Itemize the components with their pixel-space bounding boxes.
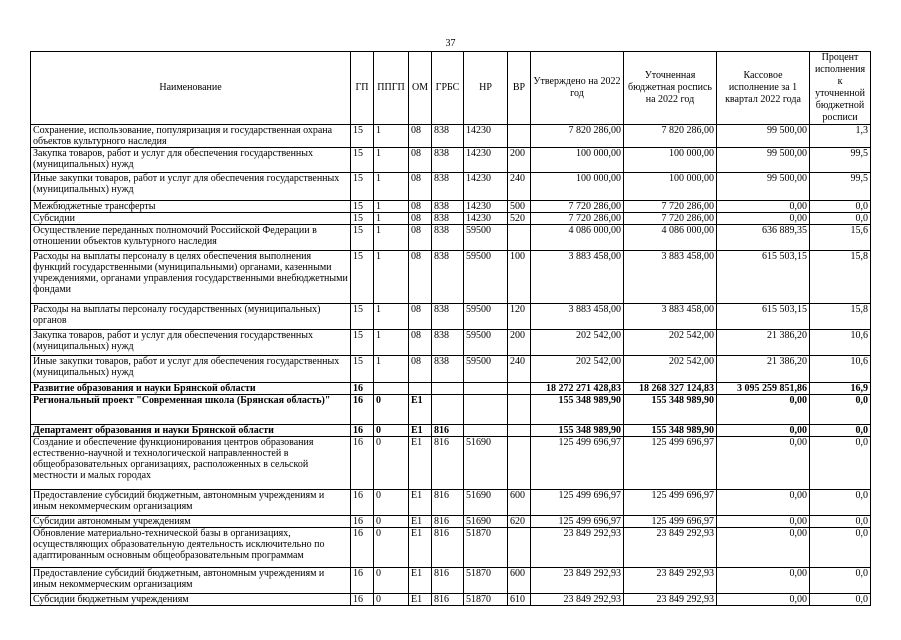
grbs-cell: 838 <box>432 201 464 213</box>
grbs-cell: 816 <box>432 490 464 516</box>
refined-cell: 100 000,00 <box>624 148 717 173</box>
cash-cell: 21 386,20 <box>717 330 810 356</box>
ppgp-cell: 0 <box>374 490 409 516</box>
nr-cell <box>464 425 508 437</box>
approved-cell: 7 720 286,00 <box>531 201 624 213</box>
cash-cell: 0,00 <box>717 594 810 606</box>
ppgp-cell: 1 <box>374 213 409 225</box>
nr-cell: 14230 <box>464 213 508 225</box>
approved-cell: 202 542,00 <box>531 330 624 356</box>
refined-cell: 125 499 696,97 <box>624 490 717 516</box>
refined-cell: 155 348 989,90 <box>624 395 717 425</box>
nr-cell: 14230 <box>464 201 508 213</box>
vr-cell: 200 <box>508 330 531 356</box>
cash-cell: 0,00 <box>717 528 810 568</box>
refined-cell: 7 720 286,00 <box>624 201 717 213</box>
nr-cell <box>464 395 508 425</box>
cash-cell: 99 500,00 <box>717 125 810 148</box>
nr-cell: 51690 <box>464 490 508 516</box>
refined-cell: 7 820 286,00 <box>624 125 717 148</box>
refined-cell: 155 348 989,90 <box>624 425 717 437</box>
gp-cell: 15 <box>351 173 374 201</box>
refined-cell: 18 268 327 124,83 <box>624 383 717 395</box>
gp-cell: 15 <box>351 304 374 330</box>
approved-cell: 18 272 271 428,83 <box>531 383 624 395</box>
om-cell: 08 <box>409 173 432 201</box>
cash-cell: 0,00 <box>717 437 810 490</box>
nr-cell: 51870 <box>464 594 508 606</box>
approved-cell: 125 499 696,97 <box>531 490 624 516</box>
percent-cell: 15,8 <box>810 304 871 330</box>
percent-cell: 0,0 <box>810 528 871 568</box>
percent-cell: 99,5 <box>810 173 871 201</box>
table-row <box>31 425 871 437</box>
refined-cell: 3 883 458,00 <box>624 251 717 304</box>
ppgp-cell: 0 <box>374 528 409 568</box>
gp-cell: 16 <box>351 490 374 516</box>
name-cell: Обновление материально-технической базы в организациях, осуществляющих образовательную деятельность исключительно по адаптированным основным общеобразовательным программам <box>31 528 351 568</box>
vr-cell: 200 <box>508 148 531 173</box>
header-name: Наименование <box>31 52 351 125</box>
gp-cell: 16 <box>351 528 374 568</box>
ppgp-cell <box>374 383 409 395</box>
ppgp-cell: 1 <box>374 148 409 173</box>
header-ppgp: ППГП <box>374 52 409 125</box>
name-cell: Расходы на выплаты персоналу в целях обеспечения выполнения функций государственными (муниципальными) органами, казенными учреждениями, органами управления государственными внебюджетными фондами <box>31 251 351 304</box>
name-cell: Закупка товаров, работ и услуг для обеспечения государственных (муниципальных) нужд <box>31 330 351 356</box>
ppgp-cell: 0 <box>374 437 409 490</box>
table-row <box>31 225 871 251</box>
refined-cell: 23 849 292,93 <box>624 568 717 594</box>
cash-cell: 0,00 <box>717 568 810 594</box>
grbs-cell: 838 <box>432 125 464 148</box>
nr-cell: 14230 <box>464 125 508 148</box>
header-gp: ГП <box>351 52 374 125</box>
nr-cell: 51690 <box>464 516 508 528</box>
percent-cell: 0,0 <box>810 213 871 225</box>
approved-cell: 23 849 292,93 <box>531 528 624 568</box>
name-cell: Создание и обеспечение функционирования центров образования естественно-научной и технологической направленностей в общеобразовательных организациях, расположенных в сельской местности и малых городах <box>31 437 351 490</box>
percent-cell: 16,9 <box>810 383 871 395</box>
vr-cell: 100 <box>508 251 531 304</box>
approved-cell: 125 499 696,97 <box>531 437 624 490</box>
percent-cell: 15,8 <box>810 251 871 304</box>
grbs-cell: 816 <box>432 568 464 594</box>
om-cell: E1 <box>409 594 432 606</box>
percent-cell: 0,0 <box>810 594 871 606</box>
name-cell: Субсидии <box>31 213 351 225</box>
vr-cell: 610 <box>508 594 531 606</box>
refined-cell: 7 720 286,00 <box>624 213 717 225</box>
ppgp-cell: 1 <box>374 356 409 383</box>
om-cell: 08 <box>409 356 432 383</box>
vr-cell <box>508 395 531 425</box>
header-refined: Уточненная бюджетная роспись на 2022 год <box>624 52 717 125</box>
name-cell: Развитие образования и науки Брянской области <box>31 383 351 395</box>
om-cell: 08 <box>409 125 432 148</box>
vr-cell <box>508 528 531 568</box>
vr-cell <box>508 437 531 490</box>
approved-cell: 3 883 458,00 <box>531 251 624 304</box>
vr-cell: 600 <box>508 490 531 516</box>
nr-cell: 51690 <box>464 437 508 490</box>
ppgp-cell: 0 <box>374 594 409 606</box>
table-row <box>31 516 871 528</box>
ppgp-cell: 1 <box>374 225 409 251</box>
header-om: ОМ <box>409 52 432 125</box>
name-cell: Сохранение, использование, популяризация и государственная охрана объектов культурного наследия <box>31 125 351 148</box>
table-row <box>31 330 871 356</box>
percent-cell: 0,0 <box>810 201 871 213</box>
table-row <box>31 356 871 383</box>
om-cell: E1 <box>409 490 432 516</box>
vr-cell: 240 <box>508 356 531 383</box>
vr-cell: 620 <box>508 516 531 528</box>
cash-cell: 0,00 <box>717 425 810 437</box>
name-cell: Расходы на выплаты персоналу государственных (муниципальных) органов <box>31 304 351 330</box>
nr-cell: 51870 <box>464 528 508 568</box>
vr-cell <box>508 383 531 395</box>
gp-cell: 15 <box>351 330 374 356</box>
grbs-cell <box>432 383 464 395</box>
approved-cell: 3 883 458,00 <box>531 304 624 330</box>
gp-cell: 15 <box>351 125 374 148</box>
approved-cell: 125 499 696,97 <box>531 516 624 528</box>
nr-cell: 59500 <box>464 356 508 383</box>
name-cell: Межбюджетные трансферты <box>31 201 351 213</box>
om-cell: 08 <box>409 148 432 173</box>
ppgp-cell: 0 <box>374 516 409 528</box>
gp-cell: 15 <box>351 213 374 225</box>
cash-cell: 3 095 259 851,86 <box>717 383 810 395</box>
vr-cell: 520 <box>508 213 531 225</box>
table-row <box>31 148 871 173</box>
grbs-cell: 838 <box>432 213 464 225</box>
refined-cell: 125 499 696,97 <box>624 516 717 528</box>
ppgp-cell: 1 <box>374 173 409 201</box>
table-row <box>31 437 871 490</box>
grbs-cell: 816 <box>432 594 464 606</box>
table-row <box>31 213 871 225</box>
vr-cell: 240 <box>508 173 531 201</box>
percent-cell: 0,0 <box>810 568 871 594</box>
name-cell: Осуществление переданных полномочий Российской Федерации в отношении объектов культурного наследия <box>31 225 351 251</box>
table-row <box>31 395 871 425</box>
approved-cell: 4 086 000,00 <box>531 225 624 251</box>
ppgp-cell: 0 <box>374 568 409 594</box>
table-row <box>31 490 871 516</box>
approved-cell: 7 720 286,00 <box>531 213 624 225</box>
header-vr: ВР <box>508 52 531 125</box>
grbs-cell: 838 <box>432 148 464 173</box>
gp-cell: 16 <box>351 425 374 437</box>
om-cell: 08 <box>409 304 432 330</box>
refined-cell: 23 849 292,93 <box>624 528 717 568</box>
grbs-cell: 838 <box>432 225 464 251</box>
nr-cell: 59500 <box>464 304 508 330</box>
name-cell: Закупка товаров, работ и услуг для обеспечения государственных (муниципальных) нужд <box>31 148 351 173</box>
ppgp-cell: 1 <box>374 330 409 356</box>
grbs-cell <box>432 395 464 425</box>
table-row <box>31 201 871 213</box>
approved-cell: 100 000,00 <box>531 148 624 173</box>
refined-cell: 125 499 696,97 <box>624 437 717 490</box>
approved-cell: 23 849 292,93 <box>531 594 624 606</box>
table-row <box>31 594 871 606</box>
name-cell: Департамент образования и науки Брянской области <box>31 425 351 437</box>
ppgp-cell: 1 <box>374 251 409 304</box>
percent-cell: 1,3 <box>810 125 871 148</box>
cash-cell: 99 500,00 <box>717 148 810 173</box>
percent-cell: 15,6 <box>810 225 871 251</box>
cash-cell: 636 889,35 <box>717 225 810 251</box>
vr-cell <box>508 425 531 437</box>
refined-cell: 202 542,00 <box>624 356 717 383</box>
name-cell: Иные закупки товаров, работ и услуг для обеспечения государственных (муниципальных) нужд <box>31 173 351 201</box>
header-nr: НР <box>464 52 508 125</box>
table-row <box>31 125 871 148</box>
cash-cell: 615 503,15 <box>717 304 810 330</box>
om-cell: E1 <box>409 528 432 568</box>
budget-table <box>30 51 871 606</box>
cash-cell: 21 386,20 <box>717 356 810 383</box>
vr-cell <box>508 225 531 251</box>
gp-cell: 16 <box>351 516 374 528</box>
vr-cell: 120 <box>508 304 531 330</box>
nr-cell: 59500 <box>464 330 508 356</box>
percent-cell: 0,0 <box>810 437 871 490</box>
om-cell: 08 <box>409 330 432 356</box>
gp-cell: 15 <box>351 251 374 304</box>
table-row <box>31 383 871 395</box>
gp-cell: 15 <box>351 356 374 383</box>
approved-cell: 202 542,00 <box>531 356 624 383</box>
refined-cell: 3 883 458,00 <box>624 304 717 330</box>
grbs-cell: 838 <box>432 356 464 383</box>
om-cell: E1 <box>409 568 432 594</box>
om-cell: 08 <box>409 251 432 304</box>
grbs-cell: 816 <box>432 528 464 568</box>
refined-cell: 100 000,00 <box>624 173 717 201</box>
cash-cell: 0,00 <box>717 201 810 213</box>
gp-cell: 16 <box>351 437 374 490</box>
approved-cell: 155 348 989,90 <box>531 425 624 437</box>
nr-cell: 59500 <box>464 251 508 304</box>
header-cash: Кассовое исполнение за 1 квартал 2022 года <box>717 52 810 125</box>
cash-cell: 0,00 <box>717 395 810 425</box>
grbs-cell: 816 <box>432 516 464 528</box>
percent-cell: 0,0 <box>810 425 871 437</box>
table-row <box>31 304 871 330</box>
grbs-cell: 838 <box>432 330 464 356</box>
refined-cell: 4 086 000,00 <box>624 225 717 251</box>
percent-cell: 99,5 <box>810 148 871 173</box>
om-cell: 08 <box>409 213 432 225</box>
percent-cell: 10,6 <box>810 330 871 356</box>
ppgp-cell: 0 <box>374 395 409 425</box>
om-cell <box>409 383 432 395</box>
nr-cell: 14230 <box>464 173 508 201</box>
nr-cell: 14230 <box>464 148 508 173</box>
cash-cell: 0,00 <box>717 490 810 516</box>
table-row <box>31 568 871 594</box>
nr-cell: 51870 <box>464 568 508 594</box>
table-row <box>31 528 871 568</box>
gp-cell: 16 <box>351 594 374 606</box>
name-cell: Предоставление субсидий бюджетным, автономным учреждениям и иным некоммерческим организациям <box>31 568 351 594</box>
approved-cell: 155 348 989,90 <box>531 395 624 425</box>
gp-cell: 16 <box>351 395 374 425</box>
grbs-cell: 838 <box>432 173 464 201</box>
header-row <box>31 52 871 125</box>
refined-cell: 202 542,00 <box>624 330 717 356</box>
om-cell: 08 <box>409 201 432 213</box>
gp-cell: 16 <box>351 383 374 395</box>
table-row <box>31 251 871 304</box>
nr-cell: 59500 <box>464 225 508 251</box>
gp-cell: 16 <box>351 568 374 594</box>
page-number: 37 <box>445 38 456 49</box>
header-approved: Утверждено на 2022 год <box>531 52 624 125</box>
cash-cell: 615 503,15 <box>717 251 810 304</box>
table-row <box>31 173 871 201</box>
name-cell: Субсидии автономным учреждениям <box>31 516 351 528</box>
refined-cell: 23 849 292,93 <box>624 594 717 606</box>
grbs-cell: 816 <box>432 425 464 437</box>
om-cell: E1 <box>409 425 432 437</box>
name-cell: Региональный проект "Современная школа (Брянская область)" <box>31 395 351 425</box>
percent-cell: 0,0 <box>810 395 871 425</box>
om-cell: E1 <box>409 516 432 528</box>
ppgp-cell: 1 <box>374 201 409 213</box>
grbs-cell: 816 <box>432 437 464 490</box>
header-percent: Процент исполнения к уточненной бюджетной росписи <box>810 52 871 125</box>
grbs-cell: 838 <box>432 251 464 304</box>
ppgp-cell: 0 <box>374 425 409 437</box>
approved-cell: 23 849 292,93 <box>531 568 624 594</box>
ppgp-cell: 1 <box>374 125 409 148</box>
om-cell: E1 <box>409 395 432 425</box>
name-cell: Иные закупки товаров, работ и услуг для обеспечения государственных (муниципальных) нужд <box>31 356 351 383</box>
percent-cell: 0,0 <box>810 490 871 516</box>
cash-cell: 0,00 <box>717 213 810 225</box>
ppgp-cell: 1 <box>374 304 409 330</box>
cash-cell: 0,00 <box>717 516 810 528</box>
percent-cell: 0,0 <box>810 516 871 528</box>
cash-cell: 99 500,00 <box>717 173 810 201</box>
vr-cell: 500 <box>508 201 531 213</box>
gp-cell: 15 <box>351 201 374 213</box>
name-cell: Предоставление субсидий бюджетным, автономным учреждениям и иным некоммерческим организациям <box>31 490 351 516</box>
om-cell: 08 <box>409 225 432 251</box>
grbs-cell: 838 <box>432 304 464 330</box>
gp-cell: 15 <box>351 148 374 173</box>
approved-cell: 100 000,00 <box>531 173 624 201</box>
header-grbs: ГРБС <box>432 52 464 125</box>
percent-cell: 10,6 <box>810 356 871 383</box>
approved-cell: 7 820 286,00 <box>531 125 624 148</box>
name-cell: Субсидии бюджетным учреждениям <box>31 594 351 606</box>
vr-cell <box>508 125 531 148</box>
om-cell: E1 <box>409 437 432 490</box>
vr-cell: 600 <box>508 568 531 594</box>
nr-cell <box>464 383 508 395</box>
gp-cell: 15 <box>351 225 374 251</box>
